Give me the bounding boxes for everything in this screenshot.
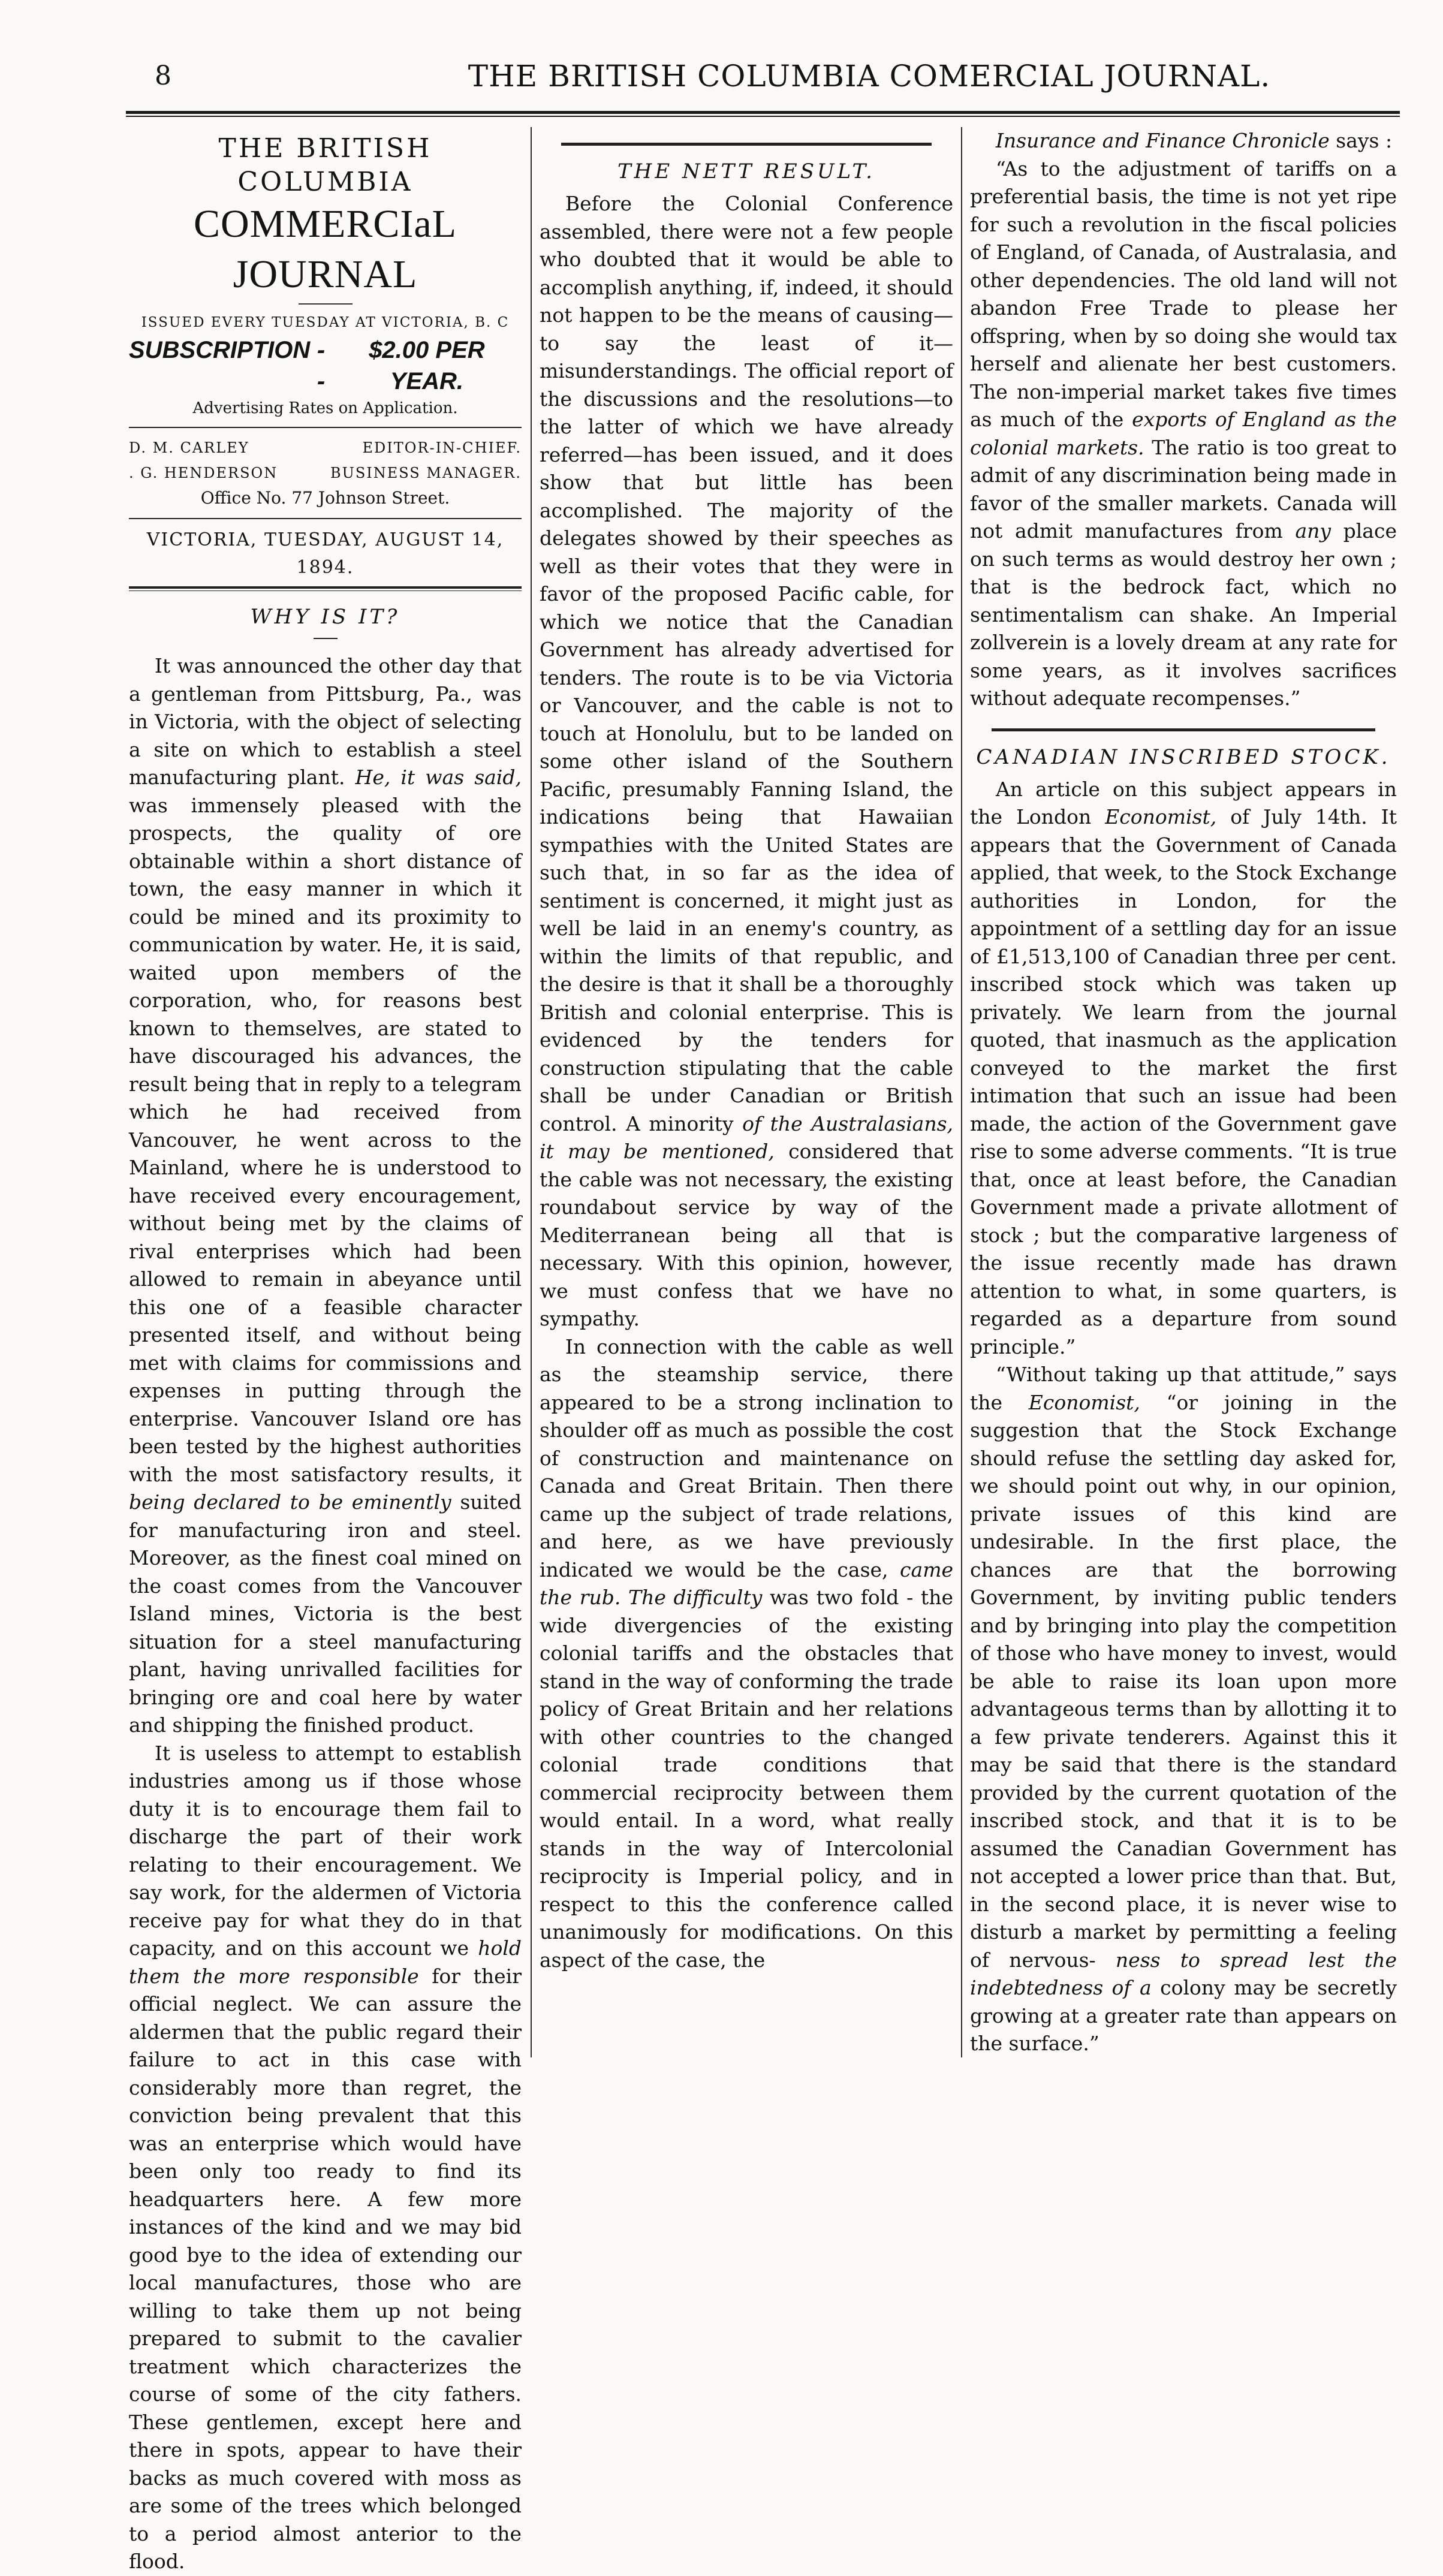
header-rule <box>126 111 1400 114</box>
quoted-paragraph <box>970 155 1397 713</box>
article-paragraph <box>970 1361 1397 2058</box>
column-3 <box>970 127 1397 2057</box>
emphasis-text: came the rub. The difficulty <box>540 1557 954 1609</box>
staff-role: BUSINESS MANAGER. <box>330 465 522 481</box>
text-run: An article on this subject appears in the London <box>970 777 1397 828</box>
page-number: 8 <box>155 61 171 91</box>
subscription-price: $2.00 PER YEAR. <box>369 337 485 394</box>
article-title-why-is-it: WHY IS IT? <box>250 605 400 629</box>
emphasis-text: any <box>1295 519 1331 543</box>
emphasis-text: Economist, <box>1105 805 1217 828</box>
article-paragraph <box>970 127 1397 155</box>
text-run: “or joining in the suggestion that the Stock Exchange should refuse the settling day asked for, we should point out why, in our opinion, private issues of this kind are undesirable. In the first place, the chances are that the borrowing Government, by inviting public tenders and by bringing into play the competition of those who have money to invest, would be able to raise its loan upon more advantageous terms than by allotting it to a few private tenderers. Against this it may be said that there is the standard provided by the current quotation of the inscribed stock, and that it is to be assumed the Canadian Government has not accepted a lower price than that. But, in the second place, it is never wise to disturb a market by permitting a feeling of nervous- <box>970 1390 1397 1972</box>
masthead-rule <box>129 518 522 519</box>
column-1 <box>129 127 522 2573</box>
text-run: of July 14th. It appears that the Government of Canada applied, that week, to the Stock Exchange authorities in London, for the appointment of a settling day for an issue of £1,513,100 of Canadian three per cent. inscribed stock which was taken up privately. We learn from the journal quoted, that inasmuch as the application conveyed to the market the first intimation that such an issue had been made, the action of the Government gave rise to some adverse comments. “It is true that, once at least before, the Canadian Government made a private allotment of stock ; but the comparative largeness of the issue recently made has drawn attention to what, in some quarters, is regarded as a departure from sound principle.” <box>970 805 1397 1358</box>
masthead-double-rule <box>129 586 522 591</box>
masthead-name-line2: COMMERCIaL JOURNAL <box>194 202 457 296</box>
masthead-office: Office No. 77 Johnson Street. <box>200 488 450 508</box>
article-paragraph <box>540 190 953 1333</box>
article-paragraph: It was announced the other day that a gentleman from Pittsburg, Pa., was in Victoria, with the object of selecting a site on which to establish a steel manufacturing plant. He, it was said, was immensely pleased with the prospects, the quality of ore obtainable within a short distance of town, the easy manner in which it could be mined and its proximity to communication by water. He, it is said, waited upon members of the corporation, who, for reasons best known to themselves, are stated to have discouraged his advances, the result being that in reply to a telegram which he had received from Vancouver, he went across to the Mainland, where he is understood to have received every encouragement, without being met by the claims of rival enterprises which had been allowed to remain in abeyance until this one of a feasible character presented itself, and without being met with claims for commissions and expenses in putting through the enterprise. Vancouver Island ore has been tested by the highest authorities with the most satisfactory results, it being declared to be eminently suited for manufacturing iron and steel. Moreover, as the finest coal mined on the coast comes from the Vancouver Island mines, Victoria is the best situation for a steel manufacturing plant, having unrivalled facilities for bringing ore and coal here by water and shipping the finished product. <box>129 654 522 1737</box>
emphasis-text: exports of England as the colonial markets. <box>970 408 1397 459</box>
column-divider <box>961 127 962 2057</box>
emphasis-text: ness to spread lest the indebtedness of a <box>970 1948 1397 1999</box>
article-paragraph <box>970 776 1397 1361</box>
text-run: place on such terms as would destroy her own ; that is the bedrock fact, which no sentimentalism can shake. An Imperial zollverein is a lovely dream at any rate for some years, as it involves sacrifices without adequate recompenses.” <box>970 519 1397 710</box>
masthead <box>129 132 522 591</box>
column-2 <box>540 127 953 2057</box>
text-run: considered that the cable was not necessary, the existing roundabout service by way of the Mediterranean being all that is necessary. With this opinion, however, we must confess that we have no sympathy. <box>540 1140 953 1330</box>
masthead-divider <box>299 303 353 305</box>
subscription-dashes: - - <box>317 337 326 394</box>
masthead-name-line1: THE BRITISH COLUMBIA <box>218 133 432 197</box>
column-divider <box>531 127 532 2057</box>
masthead-subscription <box>129 335 522 397</box>
text-run: “As to the adjustment of tariffs on a preferential basis, the time is not yet ripe for such a revolution in the fiscal policies of England, of Canada, of Australasia, and other dependencies. The old land will not abandon Free Trade to please her offspring, when by so doing she would tax herself and alienate her best customers. The non-imperial market takes five times as much of the <box>970 156 1397 431</box>
text-run: In connection with the cable as well as the steamship service, there appeared to be a strong inclination to shoulder off as much as possible the cost of construction and maintenance on Canada and Great Britain. Then there came up the subject of trade relations, and here, as we have previously indicated we would be the case, <box>540 1334 953 1581</box>
article-separator <box>992 728 1375 731</box>
article-paragraph <box>540 1333 953 1975</box>
header-rule-thin <box>126 116 1400 117</box>
masthead-rule <box>129 427 522 428</box>
text-run: Before the Colonial Conference assembled, there were not a few people who doubted that it would be able to accomplish anything, if, indeed, it should not happen to be the means of causing—to say the least of it—misunderstandings. The official report of the discussions and the resolutions—to the latter of which we have already referred—has been issued, and it does show that but little has been accomplished. The majority of the delegates showed by their speeches as well as their votes that they were in favor of the proposed Pacific cable, for which we notice that the Canadian Government has already advertised for tenders. The route is to be via Victoria or Vancouver, and the cable is not to touch at Honolulu, but to be landed on some other island of the Southern Pacific, presumably Fanning Island, the indications being that Hawaiian sympathies with the United States are such that, in so far as the idea of sentiment is concerned, it might just as well be laid in an enemy's country, as within the limits of that republic, and the desire is that it shall be a thoroughly British and colonial enterprise. This is evidenced by the tenders for construction stipulating that the cable shall be under Canadian or British control. A minority <box>540 192 953 1135</box>
dateline: VICTORIA, TUESDAY, AUGUST 14, 1894. <box>146 529 504 578</box>
staff-name: D. M. CARLEY <box>129 439 249 456</box>
article-separator <box>561 143 932 146</box>
staff-row-manager <box>129 460 522 486</box>
text-run: says : <box>1336 129 1393 152</box>
article-title-nett-result: THE NETT RESULT. <box>617 159 875 183</box>
staff-role: EDITOR-IN-CHIEF. <box>362 439 522 456</box>
subscription-label: SUBSCRIPTION <box>129 337 311 363</box>
text-run: colony may be secretly growing at a greater rate than appears on the surface.” <box>970 1976 1397 2055</box>
emphasis-text: Insurance and Finance Chronicle <box>995 129 1330 152</box>
text-run: “Without taking up that attitude,” says the <box>970 1363 1397 1414</box>
page-header <box>0 55 1443 97</box>
masthead-advertising: Advertising Rates on Application. <box>192 399 458 417</box>
staff-row-editor <box>129 435 522 460</box>
article-title-canadian-stock: CANADIAN INSCRIBED STOCK. <box>976 745 1391 769</box>
title-dash <box>314 638 338 639</box>
emphasis-text: Economist, <box>1028 1390 1140 1414</box>
running-title: THE BRITISH COLUMBIA COMERCIAL JOURNAL. <box>468 59 1271 94</box>
text-run: The ratio is too great to admit of any discrimination being made in favor of the smaller markets. Canada will not admit manufactures from <box>970 435 1397 543</box>
text-run: was two fold - the wide divergencies of the existing colonial tariffs and the obstacles that stand in the way of conforming the trade policy of Great Britain and her relations with other countries to the changed colonial trade conditions that commercial reciprocity between them would entail. In a word, what really stands in the way of Intercolonial reciprocity is Imperial policy, and in respect to this the conference called unanimously for modifications. On this aspect of the case, the <box>540 1586 953 1972</box>
article-paragraph: It is useless to attempt to establish industries among us if those whose duty it is to encourage them fail to discharge the part of their work relating to their encouragement. We say work, for the aldermen of Victoria receive pay for what they do in that capacity, and on this account we hold them the more responsible for their official neglect. We can assure the aldermen that the public regard their failure to act in this case with considerably more than regret, the conviction being prevalent that this was an enterprise which would have been only too ready to find its headquarters here. A few more instances of the kind and we may bid good bye to the idea of extending our local manufactures, those who are willing to take them up not being prepared to submit to the cavalier treatment which characterizes the course of some of the city fathers. These gentlemen, except here and there in spots, appear to have their backs as much covered with moss as are some of the trees which belonged to a period almost anterior to the flood. <box>129 1741 522 2573</box>
staff-name: . G. HENDERSON <box>129 465 278 481</box>
emphasis-text: of the Australasians, it may be mentioned, <box>540 1111 953 1163</box>
masthead-issued: ISSUED EVERY TUESDAY AT VICTORIA, B. C <box>141 315 510 330</box>
